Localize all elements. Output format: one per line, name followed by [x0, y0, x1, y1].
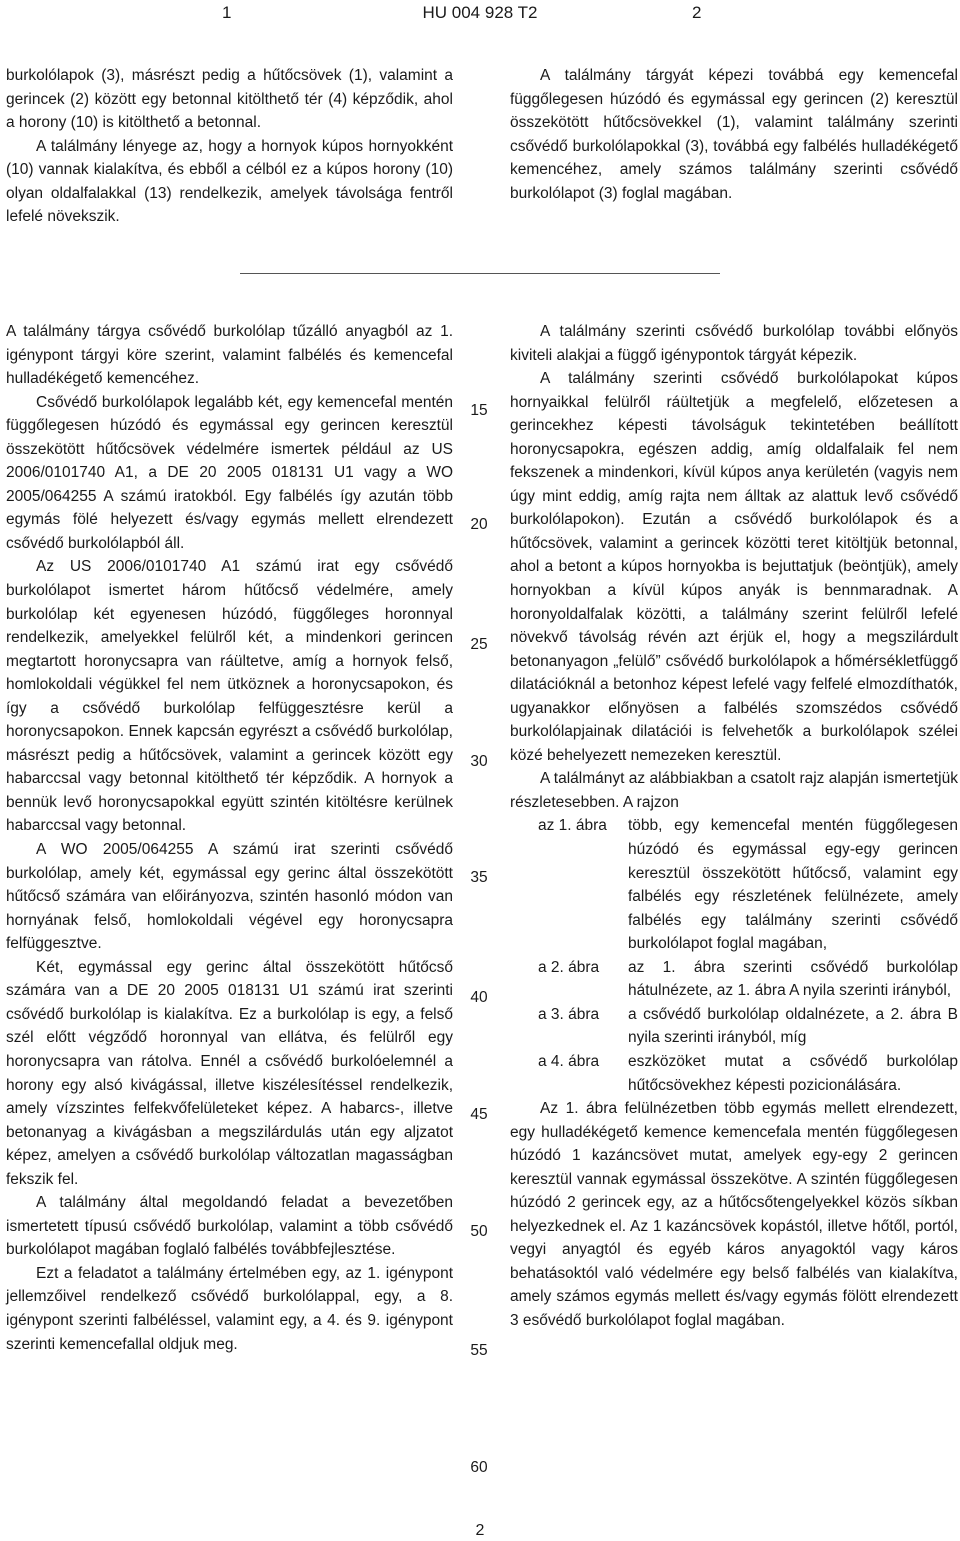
top-right-column: [510, 64, 958, 205]
figure-text: a csővédő burkolólap oldalnézete, a 2. ábra B nyila szerinti irányból, míg: [628, 1005, 958, 1047]
line-number: 60: [470, 1459, 488, 1476]
paragraph: A találmányt az alábbiakban a csatolt rajz alapján ismertetjük részletesebben. A rajzon: [510, 770, 958, 811]
figure-description: [510, 814, 958, 955]
main-left-column: [6, 320, 453, 1356]
line-number: 55: [470, 1342, 488, 1359]
line-number: 45: [470, 1106, 488, 1123]
top-left-column: [6, 64, 453, 229]
section-divider: [240, 273, 720, 274]
line-number: 15: [470, 402, 488, 419]
paragraph: Ezt a feladatot a találmány értelmében egy, az 1. igénypont jellemzőivel rendelkező csővédő burkolólappal, egy, a 8. igénypont szerinti falbéléssel, valamint egy, a 4. és 9. igénypont szerinti kemencefallal oldjuk meg.: [6, 1264, 453, 1353]
line-number: 40: [470, 989, 488, 1006]
footer-page-number: 2: [475, 1522, 485, 1539]
line-number: 20: [470, 516, 488, 533]
paragraph: A WO 2005/064255 A számú irat szerinti csővédő burkolólap, amely két, egymással egy gerinc által összekötött hűtőcső számára van előirányozva, szintén hasonló módon van hornyának felső, homlokoldali végével egy horonycsapra felfüggesztve.: [6, 841, 453, 953]
line-number: 35: [470, 869, 488, 886]
paragraph: A találmány szerinti csővédő burkolólap további előnyös kiviteli alakjai a függő igénypontok tárgyát képezik.: [510, 323, 958, 364]
figure-description: [510, 956, 958, 1003]
paragraph: A találmány által megoldandó feladat a bevezetőben ismertetett típusú csővédő burkolólap, valamint a több csővédő burkolólapot magában foglaló falbélés továbbfejlesztése.: [6, 1194, 453, 1259]
paragraph: A találmány szerinti csővédő burkolólapokat kúpos hornyaikkal felülről ráültetjük a megfelelő, előzetesen a gerincekhez képesti távolságuk tekintetében beállított horonycsapokra, egészen addig, amíg oldalfalaik fel nem fekszenek a mindenkori, kívül kúpos anya kerületén (vagyis nem úgy mint eddig, amíg rajta nem álltak az alattuk levő csővédő burkolólapokon). Ezután a csővédő burkolólapok és a hűtőcsövek, valamint a gerincek közötti teret kitöltjük betonnal, ahol a betont a kúpos hornyokba is bejuttatjuk (beöntjük), amely hornyokban a kívül kúpos anyák is bennmaradnak. A horonyoldalfalak közötti, a találmány szerint felülről lefelé növekvő távolság révén azt érjük el, hogy a megszilárdult betonanyagon „felülő” csővédő burkolólapok a hőmérsékletfüggő dilatációknál a betonhoz képest lefelé vagy felfelé elmozdíthatók, ugyanakkor előnyösen a falbélés szomszédos csővédő burkolólapjainak dilatációi is felvehetők a burkolólapok szélei közé behelyezett nemezeken keresztül.: [510, 370, 958, 764]
paragraph: Két, egymással egy gerinc által összekötött hűtőcső számára van a DE 20 2005 018131 U1 számú irat szerinti csővédő burkolólap is kialakítva. Ez a burkolólap is egy, a felső szél előtt végződő horonnyal van ellátva, és felülről egy horonycsapra van rátolva. Ennél a csővédő burkolóelemnél a horony egy alsó kivágással, illetve kiszélesítéssel rendelkezik, amely vízszintes felfekvőfelületeket képez. A habarcs-, illetve betonanyag a kivágásban a megszilárdulás után egy aljzatot képez, amelyen a csővédő burkolólap változatlan magasságban fekszik fel.: [6, 958, 453, 1188]
line-number: 25: [470, 636, 488, 653]
line-number: 30: [470, 753, 488, 770]
main-right-column: [510, 320, 958, 1333]
paragraph: burkolólapok (3), másrészt pedig a hűtőcsövek (1), valamint a gerincek (2) között egy betonnal kitölthető tér (4) képződik, ahol a horony (10) is kitölthető a betonnal.: [6, 67, 453, 132]
document-number: HU 004 928 T2: [422, 3, 538, 22]
paragraph: A találmány lényege az, hogy a hornyok kúpos hornyokként (10) vannak kialakítva, és ebből a célból ez a kúpos horony (10) olyan oldalfalakkal (13) rendelkezik, amelyek távolsága fentről lefelé növekszik.: [6, 137, 453, 226]
paragraph: Az 1. ábra felülnézetben több egymás mellett elrendezett, egy hulladékégető kemence kemencefala mentén függőlegesen húzódó 1 kazáncsövet mutat, amelyek egy-egy 2 gerincen keresztül vannak egymással összekötve. A szintén függőlegesen húzódó 2 gerincek egy, az a hűtőcsőtengelyekkel közös síkban helyezkednek el. Az 1 kazáncsövek kopástól, illetve hőtől, portól, vegyi anyagtól és egyéb káros anyagoktól vagy káros behatásoktól való védelmére egy belső falbélés van kialakítva, amely számos egymás mellett és/vagy egymás fölött elrendezett 3 esővédő burkolólapot foglal magában.: [510, 1100, 958, 1329]
figure-label: az 1. ábra: [538, 817, 607, 835]
figure-description: [510, 1003, 958, 1050]
figure-description: [510, 1050, 958, 1097]
figure-text: több, egy kemencefal mentén függőlegesen húzódó és egymással egy-egy gerincen keresztül összekötött hűtőcső, valamint egy falbélés egy részletének felülnézete, amely falbélés egy találmány szerinti csővédő burkolólapot foglal magában,: [628, 817, 958, 953]
left-page-number: 1: [222, 3, 232, 22]
paragraph: Az US 2006/0101740 A1 számú irat egy csővédő burkolólapot ismertet három hűtőcső védelmére, amely burkolólap két egyenesen húzódó, függőleges horonnyal rendelkezik, amelyekkel felülről két, a mindenkori gerincen megtartott horonycsapra van ráültetve, amíg a hornyok felső, homlokoldali végükkel fel nem ütköznek a horonycsapokon, és így a csővédő burkolólap felfüggesztésre kerül a horonycsapokon. Ennek kapcsán egyrészt a csővédő burkolólap, másrészt pedig a hűtőcsövek, valamint a gerincek között egy habarccsal vagy betonnal kitölthető tér képződik. A hornyok a bennük levő horonycsapokkal együtt szintén kitöltésre kerülnek habarccsal vagy betonnal.: [6, 558, 453, 835]
figure-label: a 4. ábra: [538, 1052, 600, 1070]
paragraph: A találmány tárgyát képezi továbbá egy kemencefal függőlegesen húzódó és egymással egy gerincen (2) keresztül összekötött hűtőcsövekkel (1), valamint találmány szerinti csővédő burkolólapokkal (3), továbbá egy falbélés hulladékégető kemencéhez, amely számos találmány szerinti csővédő burkolólapot (3) foglal magában.: [510, 67, 958, 202]
figure-label: a 3. ábra: [538, 1005, 600, 1023]
paragraph: A találmány tárgya csővédő burkolólap tűzálló anyagból az 1. igénypont tárgyi köre szerint, valamint falbélés és kemencefal hulladékégető kemencéhez.: [6, 323, 453, 388]
paragraph: Csővédő burkolólapok legalább két, egy kemencefal mentén függőlegesen húzódó és egymással egy gerincen keresztül összekötött hűtőcsövek védelmére ismertek például az US 2006/0101740 A1, a DE 20 2005 018131 U1 vagy a WO 2005/064255 A számú iratokból. Egy falbélés így azután több egymás fölé helyezett és/vagy egymás mellett elrendezett csővédő burkolólapból áll.: [6, 393, 453, 552]
figure-label: a 2. ábra: [538, 958, 600, 976]
line-number: 50: [470, 1223, 488, 1240]
right-page-number: 2: [692, 3, 702, 22]
figure-text: eszközöket mutat a csővédő burkolólap hűtőcsövekhez képesti pozicionálására.: [628, 1052, 958, 1094]
figure-text: az 1. ábra szerinti csővédő burkolólap hátulnézete, az 1. ábra A nyila szerinti irányból,: [628, 958, 958, 1000]
